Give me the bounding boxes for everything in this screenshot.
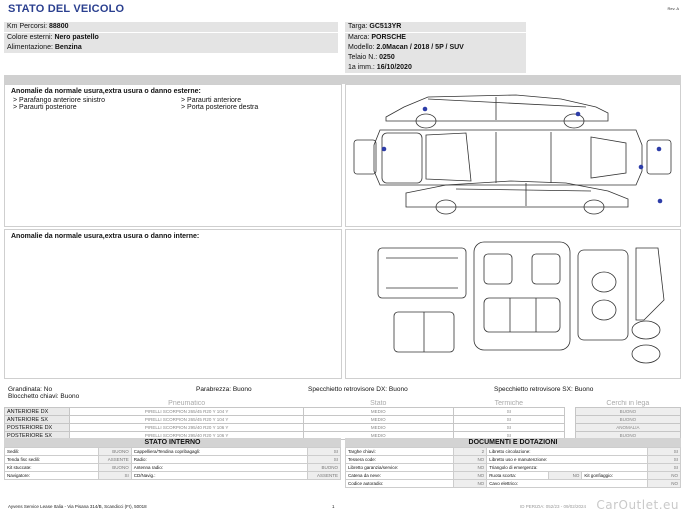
tyre-header: Stato bbox=[370, 400, 387, 407]
interior-car-diagram bbox=[346, 230, 682, 380]
header-colore: Colore esterni: Nero pastello bbox=[4, 33, 338, 43]
exterior-car-diagram bbox=[346, 85, 682, 228]
parabrezza-label: Parabrezza: Buono bbox=[196, 386, 252, 393]
stato-interno-section bbox=[4, 438, 341, 480]
documenti-section bbox=[345, 438, 681, 488]
table-row: Codice autoradio: NO Cavo elettrico: NO bbox=[346, 480, 681, 488]
table-row: Catena da neve: NO Ruota scorta: NO Kit gonfiaggio: NO bbox=[346, 472, 681, 480]
interior-damage-panel bbox=[4, 229, 342, 379]
interior-damage-title: Anomalie da normale usura,extra usura o danno interne: bbox=[11, 233, 200, 240]
section-divider bbox=[4, 75, 681, 84]
table-row: Sedili: BUONO Cappelliera/Tendina copribagagli: SI bbox=[5, 448, 341, 456]
watermark-logo: CarOutlet.eu bbox=[596, 498, 679, 512]
damage-marker bbox=[382, 147, 387, 152]
header-marca: Marca: PORSCHE bbox=[345, 33, 526, 43]
header-km: Km Percorsi: 88800 bbox=[4, 22, 338, 32]
stato-interno-title: STATO INTERNO bbox=[4, 438, 341, 447]
footer-page-number: 1 bbox=[332, 504, 335, 509]
damage-marker bbox=[658, 199, 663, 204]
exterior-diagram-panel bbox=[345, 84, 681, 227]
table-row: ANTERIORE SX PIRELLI SCORPION 265/45 R20 Y 104 Y MEDIO SI BUONO bbox=[5, 416, 681, 424]
page-title: STATO DEL VEICOLO bbox=[8, 3, 125, 15]
table-row: Tenda fisc sedili: ASSENTE Radio: SI bbox=[5, 456, 341, 464]
table-row: Targhe chiavi: 2 Libretto circolazione: SI bbox=[346, 448, 681, 456]
footer-note: ID PERIZIA: 052/23 - 09/02/2024 bbox=[520, 504, 587, 509]
damage-marker bbox=[423, 107, 428, 112]
tyre-header: Pneumatico bbox=[168, 400, 206, 407]
table-row: Libretto garanzia/service: NO Triangolo di emergenza: SI bbox=[346, 464, 681, 472]
damage-marker bbox=[639, 165, 644, 170]
specchietto-dx-label: Specchietto retrovisore DX: Buono bbox=[308, 386, 408, 393]
revision-label: Rev. A bbox=[667, 6, 679, 11]
table-row: POSTERIORE SX PIRELLI SCORPION 295/40 R20 Y 106 Y MEDIO SI BUONO bbox=[5, 432, 681, 440]
car-side-right-outline bbox=[386, 95, 608, 121]
exterior-damage-title: Anomalie da normale usura,extra usura o danno esterne: bbox=[11, 88, 201, 95]
car-rear-outline bbox=[647, 140, 671, 174]
table-row: Kit stuccate: BUONO Antenna radio: BUONO bbox=[5, 464, 341, 472]
damage-item: > Parafango anteriore sinistro bbox=[13, 97, 106, 104]
header-telaio: Telaio N.: 0250 bbox=[345, 53, 526, 63]
exterior-damage-panel bbox=[4, 84, 342, 227]
table-row: POSTERIORE DX PIRELLI SCORPION 295/40 R20 Y 106 Y MEDIO SI ANOMALIA bbox=[5, 424, 681, 432]
header-modello: Modello: 2.0Macan / 2018 / 5P / SUV bbox=[345, 43, 526, 53]
documenti-title: DOCUMENTI E DOTAZIONI bbox=[345, 438, 681, 447]
tyres-table bbox=[4, 400, 681, 440]
header-alimentazione: Alimentazione: Benzina bbox=[4, 43, 338, 53]
table-row: Navigatore: SI CD/Navig.: ASSENTE bbox=[5, 472, 341, 480]
damage-marker bbox=[576, 112, 581, 117]
header-immatricolazione: 1a imm.: 16/10/2020 bbox=[345, 63, 526, 73]
interior-cabin-outline bbox=[474, 242, 570, 350]
header-targa: Targa: GC513YR bbox=[345, 22, 526, 32]
damage-item: > Porta posteriore destra bbox=[181, 104, 259, 111]
trunk-outline bbox=[378, 248, 466, 298]
tyre-header: Cerchi in lega bbox=[606, 400, 650, 407]
table-row: ANTERIORE DX PIRELLI SCORPION 265/45 R20 Y 104 Y MEDIO SI BUONO bbox=[5, 408, 681, 416]
blocchetto-label: Blocchetto chiavi: Buono bbox=[8, 393, 80, 400]
damage-item: > Paraurti posteriore bbox=[13, 104, 77, 111]
footer-company: Ayvens Service Lease Italia - Via Pisana 314/B, Scandicci (FI), 50018 bbox=[8, 504, 147, 509]
car-front-outline bbox=[354, 140, 376, 174]
seat-side-outline bbox=[636, 248, 664, 320]
documenti-table bbox=[345, 447, 681, 488]
grandinata-label: Grandinata: No bbox=[8, 386, 53, 393]
damage-item: > Paraurti anteriore bbox=[181, 97, 242, 104]
dashboard-outline bbox=[578, 250, 628, 340]
tyre-header: Termiche bbox=[494, 400, 524, 407]
table-row: Tessera code: NO Libretto uso e manutenzione: SI bbox=[346, 456, 681, 464]
damage-marker bbox=[657, 147, 662, 152]
specchietto-sx-label: Specchietto retrovisore SX: Buono bbox=[494, 386, 594, 393]
interior-diagram-panel bbox=[345, 229, 681, 379]
stato-interno-table bbox=[4, 447, 341, 480]
